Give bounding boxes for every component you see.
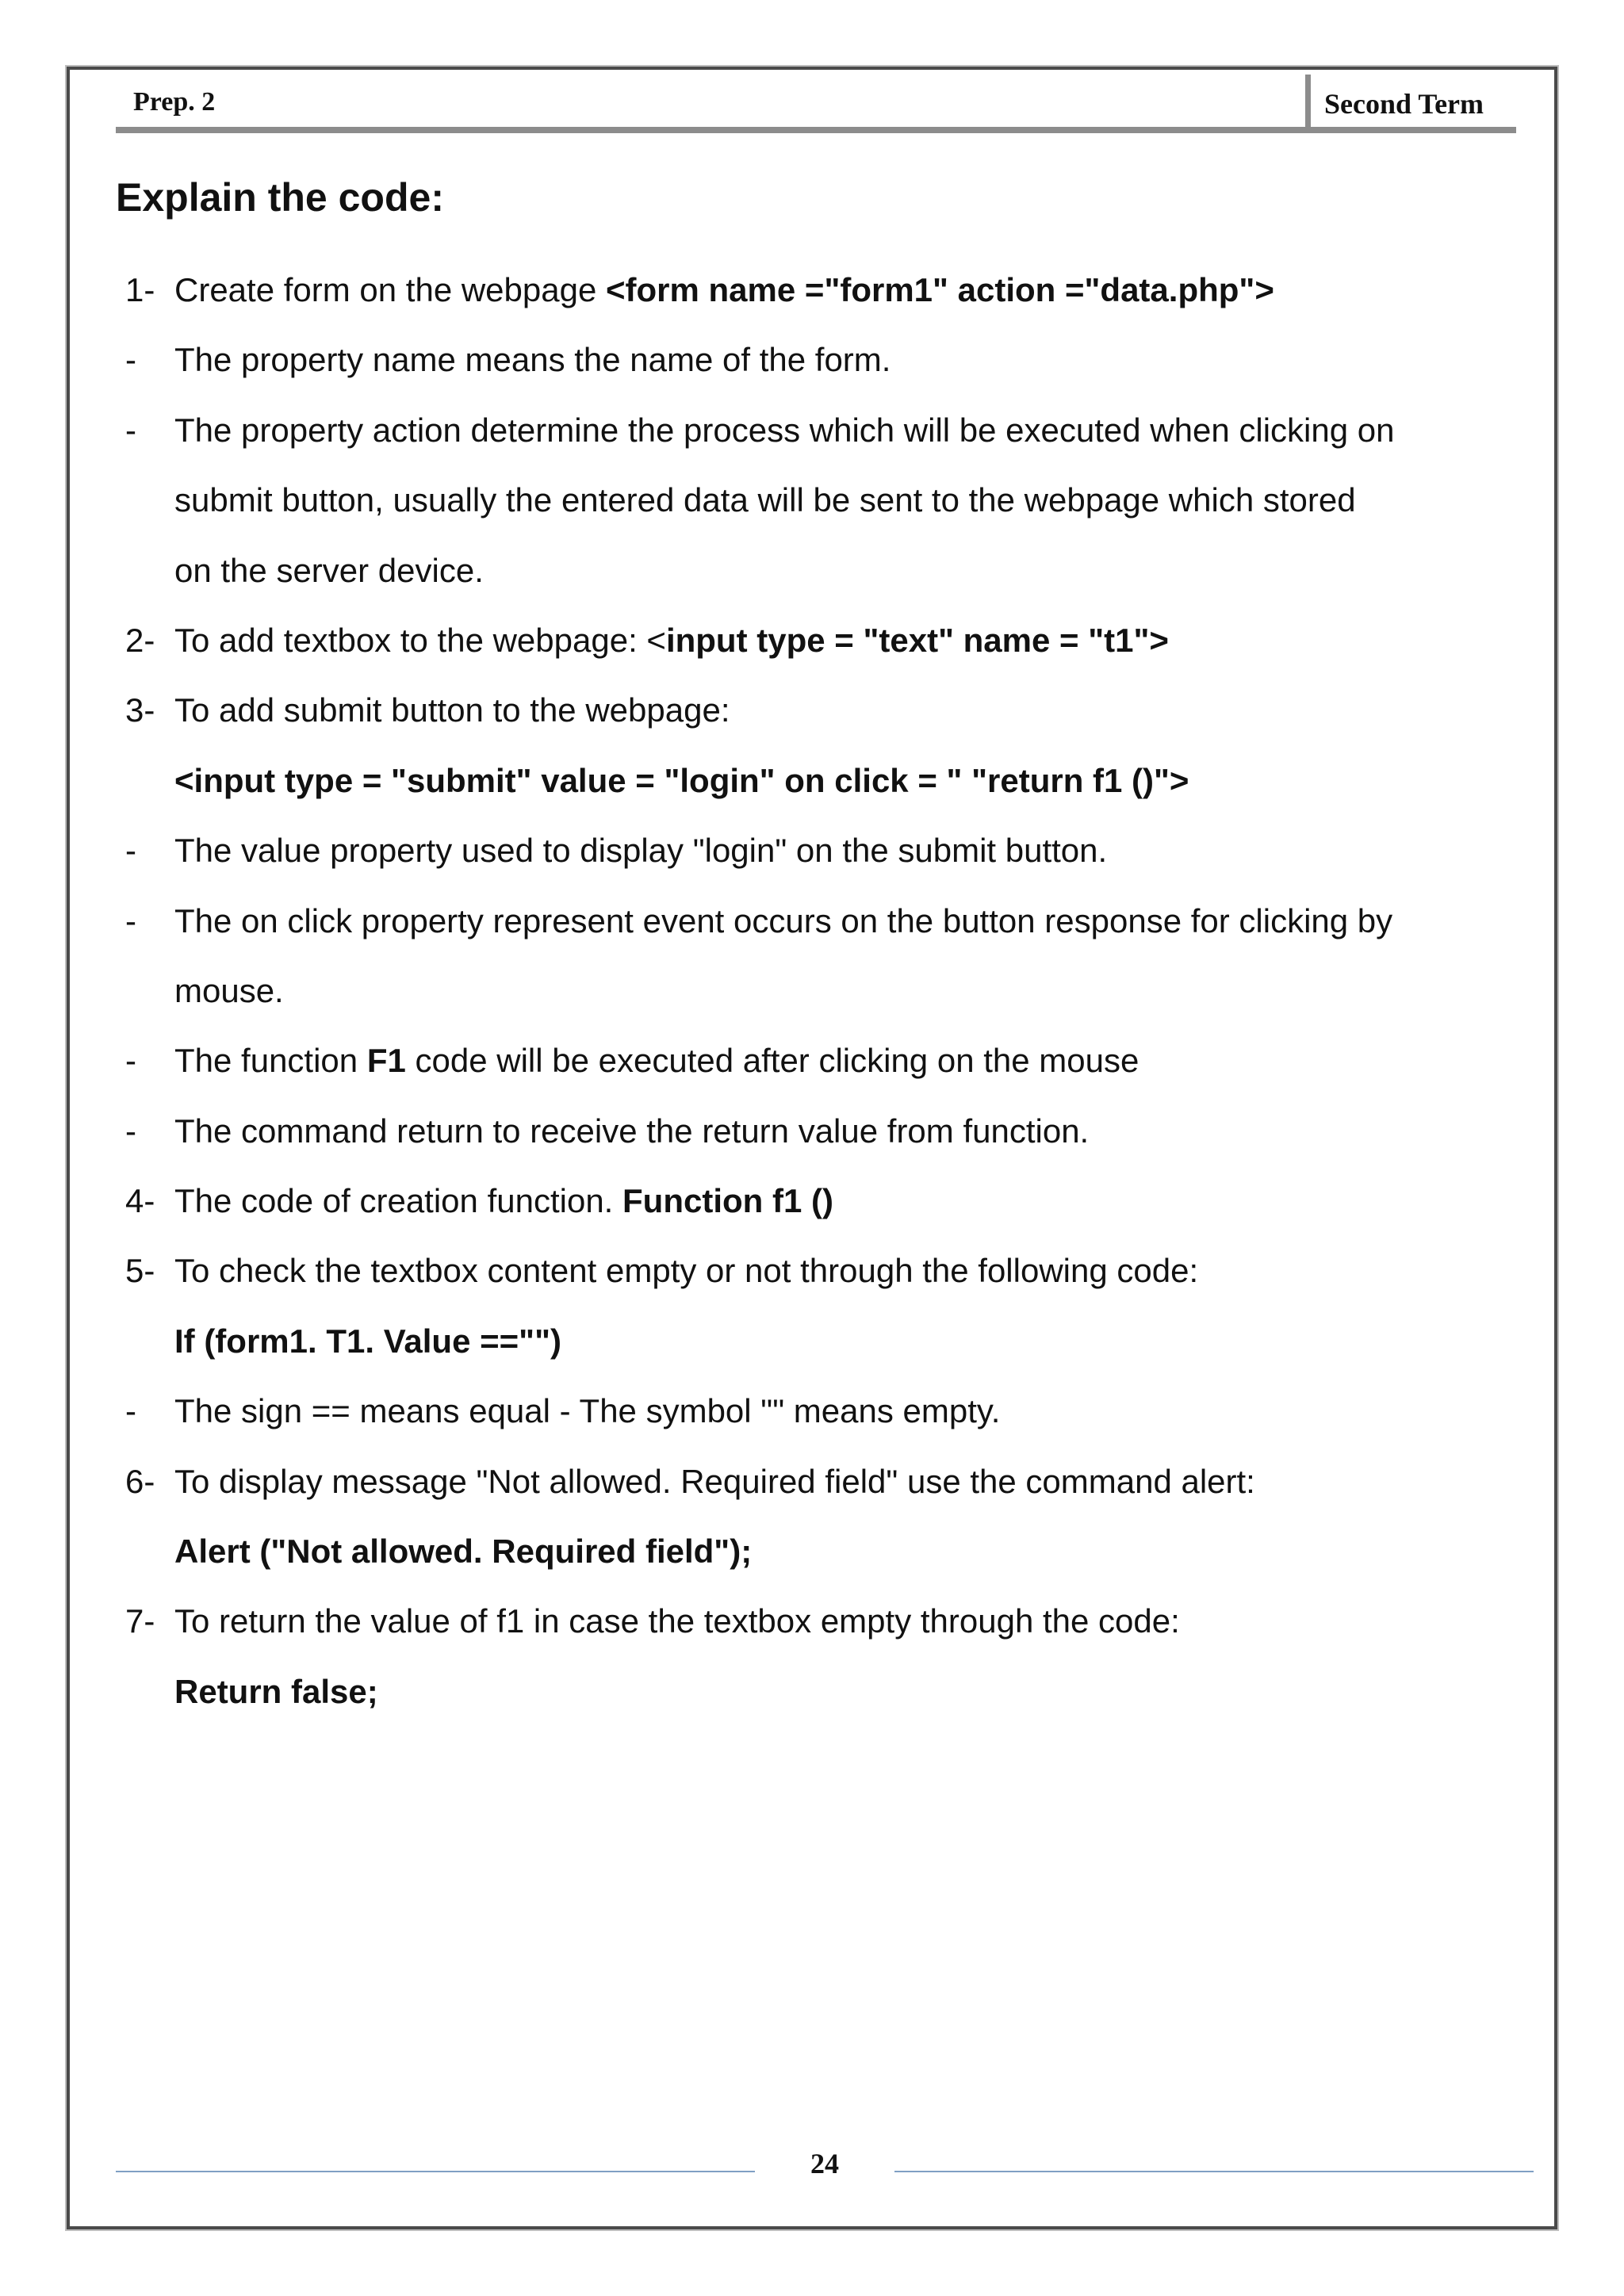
page-header	[116, 75, 1516, 133]
list-item-text	[174, 255, 1274, 325]
list-item	[119, 1166, 1515, 1236]
code-line	[119, 746, 1515, 816]
list-item-continuation	[119, 956, 1515, 1026]
header-grade: Prep. 2	[133, 87, 216, 117]
section-title	[116, 174, 444, 220]
code-line	[119, 1517, 1515, 1586]
list-item-text-bold: <form name ="form1" action ="data.php">	[606, 271, 1274, 308]
list-item	[119, 1236, 1515, 1306]
list-marker: 5-	[125, 1252, 155, 1290]
list-marker: -	[125, 341, 136, 379]
list-item-text: The property name means the name of the form.	[174, 341, 891, 379]
list-item	[119, 675, 1515, 745]
list-marker: 7-	[125, 1602, 155, 1640]
list-item-text: on the server device.	[174, 551, 484, 589]
list-item-text: The value property used to display "login" on the submit button.	[174, 832, 1108, 870]
list-item	[119, 396, 1515, 465]
list-item-text	[174, 606, 1169, 675]
code-text: <input type = "submit" value = "login" on click = " "return f1 ()">	[174, 761, 1189, 799]
list-item-continuation	[119, 465, 1515, 535]
list-marker: -	[125, 411, 136, 449]
list-marker: -	[125, 901, 136, 939]
list-item	[119, 1096, 1515, 1166]
list-marker: 3-	[125, 691, 155, 729]
footer-rule-left	[116, 2171, 755, 2172]
list-item-text: The property action determine the process which will be executed when clicking on	[174, 411, 1395, 449]
list-item-text: To check the textbox content empty or not through the following code:	[174, 1252, 1199, 1290]
list-item	[119, 325, 1515, 395]
list-item-text-plain: The code of creation function.	[174, 1182, 623, 1220]
list-marker: 2-	[125, 621, 155, 659]
header-divider	[1305, 75, 1311, 133]
list-item	[119, 1586, 1515, 1656]
list-item-text: The on click property represent event occurs on the button response for clicking by	[174, 901, 1393, 939]
section-title-text: Explain the code	[116, 175, 431, 220]
list-item	[119, 1026, 1515, 1096]
list-marker: 4-	[125, 1182, 155, 1220]
list-marker: 1-	[125, 271, 155, 308]
section-title-colon: :	[431, 175, 444, 220]
list-item	[119, 886, 1515, 956]
list-marker: -	[125, 1392, 136, 1430]
list-item-continuation	[119, 536, 1515, 606]
list-item-text	[174, 1026, 1139, 1096]
list-item	[119, 606, 1515, 675]
list-item-text-plain: To add textbox to the webpage: <	[174, 621, 666, 659]
code-text: Return false;	[174, 1672, 378, 1710]
explanation-list	[119, 255, 1515, 1727]
list-marker: -	[125, 832, 136, 870]
footer-rule-right	[894, 2171, 1534, 2172]
list-item-text: The command return to receive the return value from function.	[174, 1112, 1090, 1150]
code-text: If (form1. T1. Value =="")	[174, 1322, 561, 1360]
list-item-text: To display message "Not allowed. Required field" use the command alert:	[174, 1462, 1255, 1500]
code-text: Alert ("Not allowed. Required field");	[174, 1533, 753, 1571]
list-item	[119, 1447, 1515, 1517]
code-line	[119, 1307, 1515, 1376]
header-term: Second Term	[1324, 88, 1484, 120]
list-item-text: The sign == means equal - The symbol "" means empty.	[174, 1392, 1001, 1430]
list-item-text: submit button, usually the entered data will be sent to the webpage which stored	[174, 481, 1356, 519]
list-item	[119, 255, 1515, 325]
list-marker: -	[125, 1042, 136, 1080]
list-marker: 6-	[125, 1462, 155, 1500]
list-item-text-after: code will be executed after clicking on the mouse	[405, 1042, 1139, 1080]
list-marker: -	[125, 1112, 136, 1150]
list-item-text-plain: Create form on the webpage	[174, 271, 606, 308]
list-item-text-bold: F1	[366, 1042, 406, 1080]
list-item	[119, 1376, 1515, 1446]
list-item-text: To return the value of f1 in case the textbox empty through the code:	[174, 1602, 1180, 1640]
list-item-text-plain: The function	[174, 1042, 367, 1080]
list-item-text-bold: input type = "text" name = "t1">	[665, 621, 1169, 659]
list-item-text-bold: Function f1 ()	[622, 1182, 833, 1220]
list-item-text	[174, 1166, 833, 1236]
code-line	[119, 1657, 1515, 1727]
list-item	[119, 816, 1515, 886]
page-number: 24	[810, 2148, 839, 2179]
list-item-text: mouse.	[174, 971, 284, 1009]
list-item-text: To add submit button to the webpage:	[174, 691, 730, 729]
